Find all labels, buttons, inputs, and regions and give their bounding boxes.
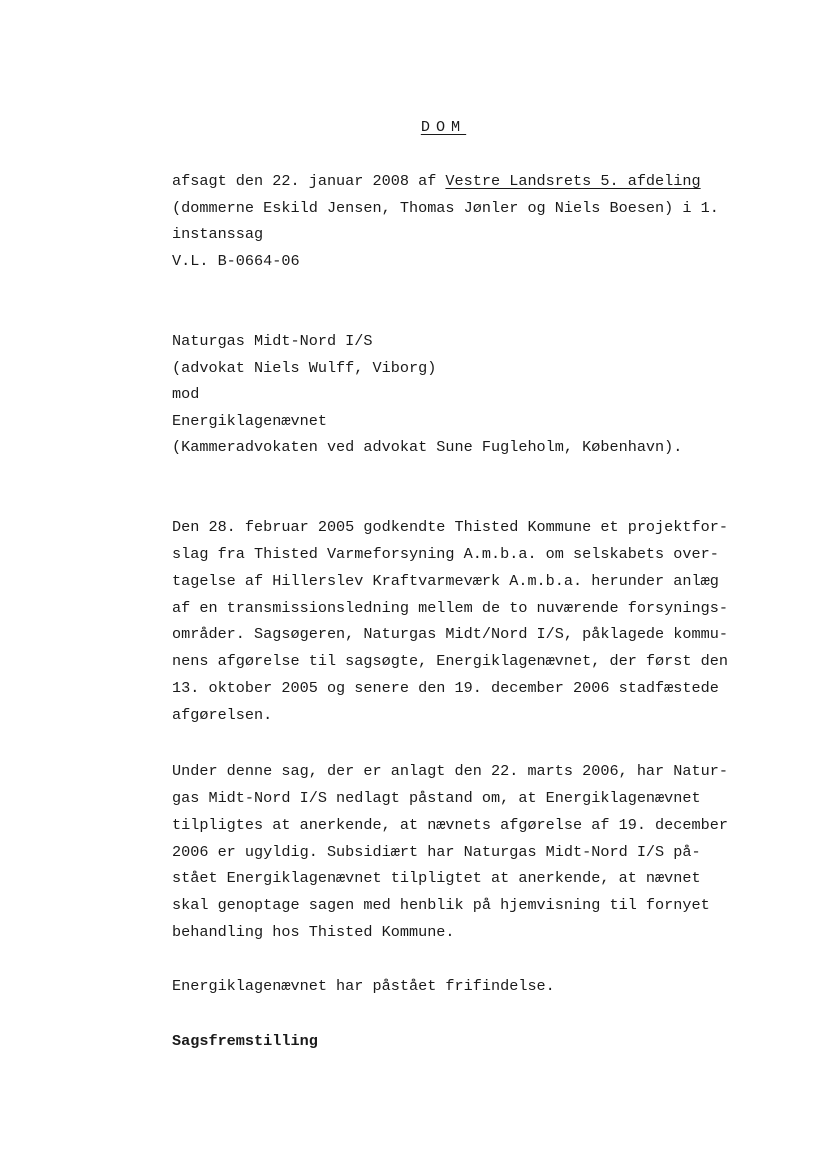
document-title bbox=[0, 118, 827, 136]
party-versus: mod bbox=[172, 385, 200, 403]
case-number: V.L. B-0664-06 bbox=[172, 252, 300, 270]
paragraph-2-line: tilpligtes at anerkende, at nævnets afgørelse af 19. december bbox=[172, 816, 728, 834]
paragraph-3: Energiklagenævnet har påstået frifindelse. bbox=[172, 977, 555, 995]
instance-line: instanssag bbox=[172, 225, 264, 243]
paragraph-1-line: af en transmissionsledning mellem de to nuværende forsynings- bbox=[172, 599, 728, 617]
paragraph-1-line: tagelse af Hillerslev Kraftvarmeværk A.m.b.a. herunder anlæg bbox=[172, 572, 719, 590]
paragraph-2-line: behandling hos Thisted Kommune. bbox=[172, 923, 455, 941]
title-text: DOM bbox=[420, 118, 467, 136]
verdict-prefix: afsagt den 22. januar 2008 af bbox=[172, 172, 446, 190]
party-defendant-counsel: (Kammeradvokaten ved advokat Sune Fugleholm, København). bbox=[172, 438, 683, 456]
paragraph-2-line: Under denne sag, der er anlagt den 22. marts 2006, har Natur- bbox=[172, 762, 728, 780]
paragraph-2-line: gas Midt-Nord I/S nedlagt påstand om, at Energiklagenævnet bbox=[172, 789, 701, 807]
paragraph-2-line: 2006 er ugyldig. Subsidiært har Naturgas Midt-Nord I/S på- bbox=[172, 843, 701, 861]
party-plaintiff: Naturgas Midt-Nord I/S bbox=[172, 332, 373, 350]
paragraph-1-line: Den 28. februar 2005 godkendte Thisted Kommune et projektfor- bbox=[172, 518, 728, 536]
paragraph-1-line: nens afgørelse til sagsøgte, Energiklagenævnet, der først den bbox=[172, 652, 728, 670]
paragraph-1-line: 13. oktober 2005 og senere den 19. december 2006 stadfæstede bbox=[172, 679, 719, 697]
party-defendant: Energiklagenævnet bbox=[172, 412, 327, 430]
verdict-line bbox=[172, 171, 701, 191]
court-name: Vestre Landsrets 5. afdeling bbox=[445, 172, 701, 190]
judges-line: (dommerne Eskild Jensen, Thomas Jønler og Niels Boesen) i 1. bbox=[172, 199, 719, 217]
paragraph-2-line: stået Energiklagenævnet tilpligtet at anerkende, at nævnet bbox=[172, 869, 701, 887]
paragraph-1-line: områder. Sagsøgeren, Naturgas Midt/Nord I/S, påklagede kommu- bbox=[172, 625, 728, 643]
paragraph-2-line: skal genoptage sagen med henblik på hjemvisning til fornyet bbox=[172, 896, 710, 914]
paragraph-1-line: slag fra Thisted Varmeforsyning A.m.b.a. om selskabets over- bbox=[172, 545, 719, 563]
section-heading: Sagsfremstilling bbox=[172, 1032, 318, 1050]
party-plaintiff-counsel: (advokat Niels Wulff, Viborg) bbox=[172, 359, 437, 377]
paragraph-1-line: afgørelsen. bbox=[172, 706, 273, 724]
